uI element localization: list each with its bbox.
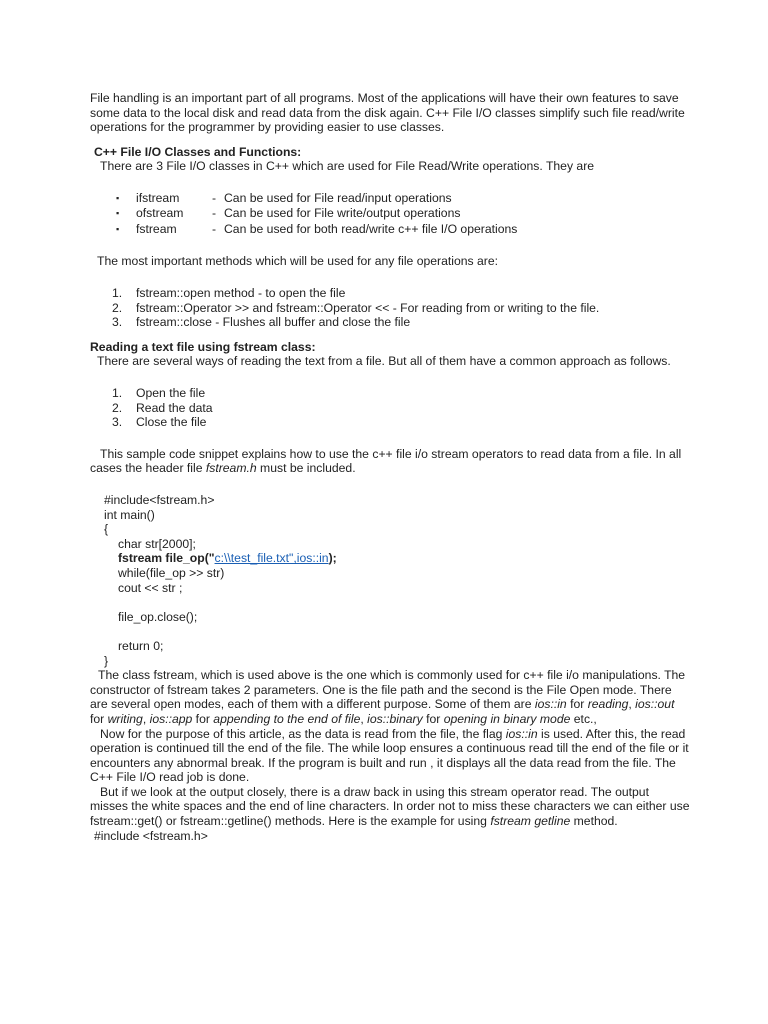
file-path-link[interactable]: c:\\test_file.txt",ios::in <box>214 551 329 566</box>
code-line: int main() <box>104 507 155 522</box>
code-line: #include<fstream.h> <box>104 493 215 507</box>
code-line: { <box>104 522 109 537</box>
bullet-icon: ▪ <box>116 223 120 234</box>
document-page <box>90 91 690 843</box>
fstream-explanation-paragraph: The class fstream, which is used above is the one which is commonly used for c++ file i/o manipulations. The constructor of fstream takes 2 parameters. One is the file path and the second is the File Open mode. There are several open modes, each of them with a different purpose. Some of them are ios::in for reading, ios::out for writing, ios::app for appending to the end of file, ios::binary for opening in binary mode etc., <box>90 668 686 726</box>
code-line: } <box>104 653 109 668</box>
code-line: char str[2000]; <box>118 536 196 551</box>
class-description: Can be used for File read/input operations <box>224 190 452 205</box>
list-item: 1. fstream::open method - to open the file <box>112 286 346 301</box>
code-snippet <box>90 493 690 668</box>
list-item: 3. Close the file <box>112 415 207 430</box>
include-line: #include <fstream.h> <box>94 828 208 843</box>
code-line: cout << str ; <box>118 580 183 595</box>
code-line: while(file_op >> str) <box>118 565 225 580</box>
methods-intro-text: The most important methods which will be used for any file operations are: <box>97 254 499 269</box>
section-heading-classes: C++ File I/O Classes and Functions: <box>94 144 302 159</box>
code-line: return 0; <box>118 638 164 653</box>
class-name: fstream <box>136 221 177 236</box>
class-description: Can be used for both read/write c++ file I/O operations <box>224 221 518 236</box>
code-line: file_op.close(); <box>118 609 198 624</box>
bullet-icon: ▪ <box>116 208 120 219</box>
classes-intro-text: There are 3 File I/O classes in C++ which are used for File Read/Write operations. They are <box>100 159 595 174</box>
list-item: 2. Read the data <box>112 400 213 415</box>
steps-list <box>90 386 690 430</box>
methods-list <box>90 286 690 330</box>
class-description: Can be used for File write/output operations <box>224 206 461 221</box>
getline-paragraph: But if we look at the output closely, there is a draw back in using this stream operator read. The output misses the white spaces and the end of line characters. In order not to miss these characters we can either use fstream::get() or fstream::getline() methods. Here is the example for using fstream getline method. <box>90 784 690 829</box>
section-heading-reading: Reading a text file using fstream class: <box>90 339 316 354</box>
list-item: ▪ fstream - Can be used for both read/write c++ file I/O operations <box>116 221 518 236</box>
list-item: ▪ ifstream - Can be used for File read/input operations <box>116 190 452 205</box>
list-item: 3. fstream::close - Flushes all buffer and close the file <box>112 315 411 330</box>
reading-intro-text: There are several ways of reading the text from a file. But all of them have a common approach as follows. <box>97 354 671 369</box>
class-name: ifstream <box>136 190 180 205</box>
bullet-icon: ▪ <box>116 192 120 203</box>
intro-paragraph: File handling is an important part of all programs. Most of the applications will have their own features to save some data to the local disk and read data from the disk again. C++ File I/O classes simplify such file read/write operations for the programmer by providing easier to use classes. <box>90 91 685 135</box>
list-item: ▪ ofstream - Can be used for File write/output operations <box>116 206 461 221</box>
code-line: fstream file_op("c:\\test_file.txt",ios::in); <box>118 551 337 566</box>
list-item: 1. Open the file <box>112 386 206 401</box>
read-flag-paragraph: Now for the purpose of this article, as the data is read from the file, the flag ios::in is used. After this, the read operation is continued till the end of the file. The while loop ensures a continuous read till the end of the file or it encounters any abnormal break. If the program is built and run , it displays all the data read from the file. The C++ File I/O read job is done. <box>90 726 689 785</box>
fstream-classes-list <box>90 191 690 238</box>
list-item: 2. fstream::Operator >> and fstream::Operator << - For reading from or writing to the file. <box>112 300 600 315</box>
class-name: ofstream <box>136 206 184 221</box>
snippet-intro-text: This sample code snippet explains how to use the c++ file i/o stream operators to read data from a file. In all cases the header file fstream.h must be included. <box>90 446 682 476</box>
